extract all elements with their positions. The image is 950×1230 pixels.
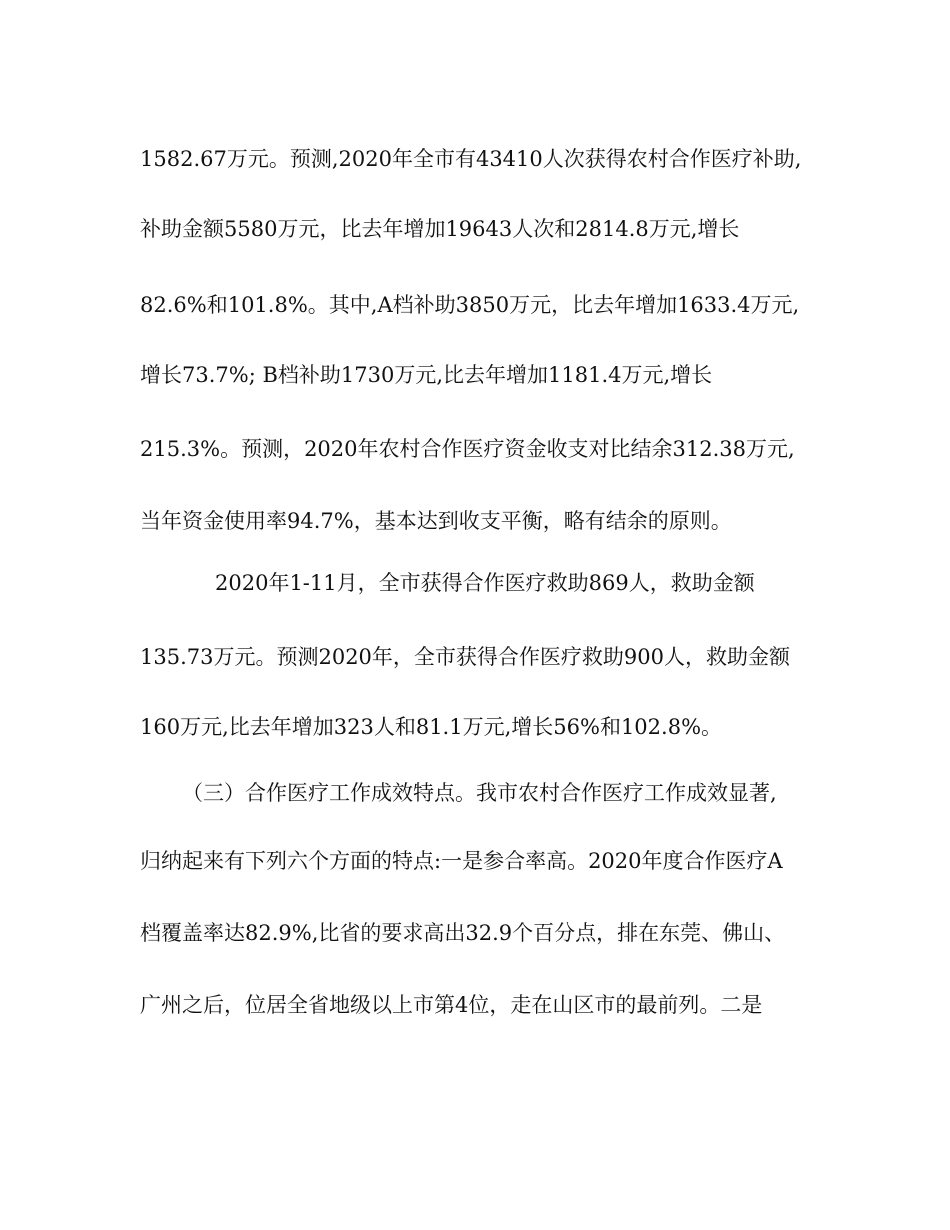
paragraph-line-2: 补助金额5580万元，比去年增加19643人次和2814.8万元,增长 (140, 217, 740, 241)
paragraph-line-8: 135.73万元。预测2020年，全市获得合作医疗救助900人，救助金额 (140, 645, 791, 669)
paragraph-line-1: 1582.67万元。预测,2020年全市有43410人次获得农村合作医疗补助, (140, 147, 802, 171)
paragraph-line-13: 广州之后，位居全省地级以上市第4位，走在山区市的最前列。二是 (140, 993, 763, 1017)
paragraph-line-11: 归纳起来有下列六个方面的特点:一是参合率高。2020年度合作医疗A (140, 849, 783, 873)
paragraph-line-9: 160万元,比去年增加323人和81.1万元,增长56%和102.8%。 (140, 715, 723, 739)
paragraph-line-10: （三）合作医疗工作成效特点。我市农村合作医疗工作成效显著, (182, 781, 777, 805)
paragraph-line-6: 当年资金使用率94.7%，基本达到收支平衡，略有结余的原则。 (140, 509, 732, 533)
paragraph-line-7: 2020年1-11月，全市获得合作医疗救助869人，救助金额 (215, 571, 755, 595)
paragraph-line-12: 档覆盖率达82.9%,比省的要求高出32.9个百分点，排在东莞、佛山、 (140, 921, 786, 945)
paragraph-line-5: 215.3%。预测，2020年农村合作医疗资金收支对比结余312.38万元, (140, 437, 795, 461)
paragraph-line-4: 增长73.7%; B档补助1730万元,比去年增加1181.4万元,增长 (140, 363, 713, 387)
paragraph-line-3: 82.6%和101.8%。其中,A档补助3850万元，比去年增加1633.4万元, (140, 293, 800, 317)
